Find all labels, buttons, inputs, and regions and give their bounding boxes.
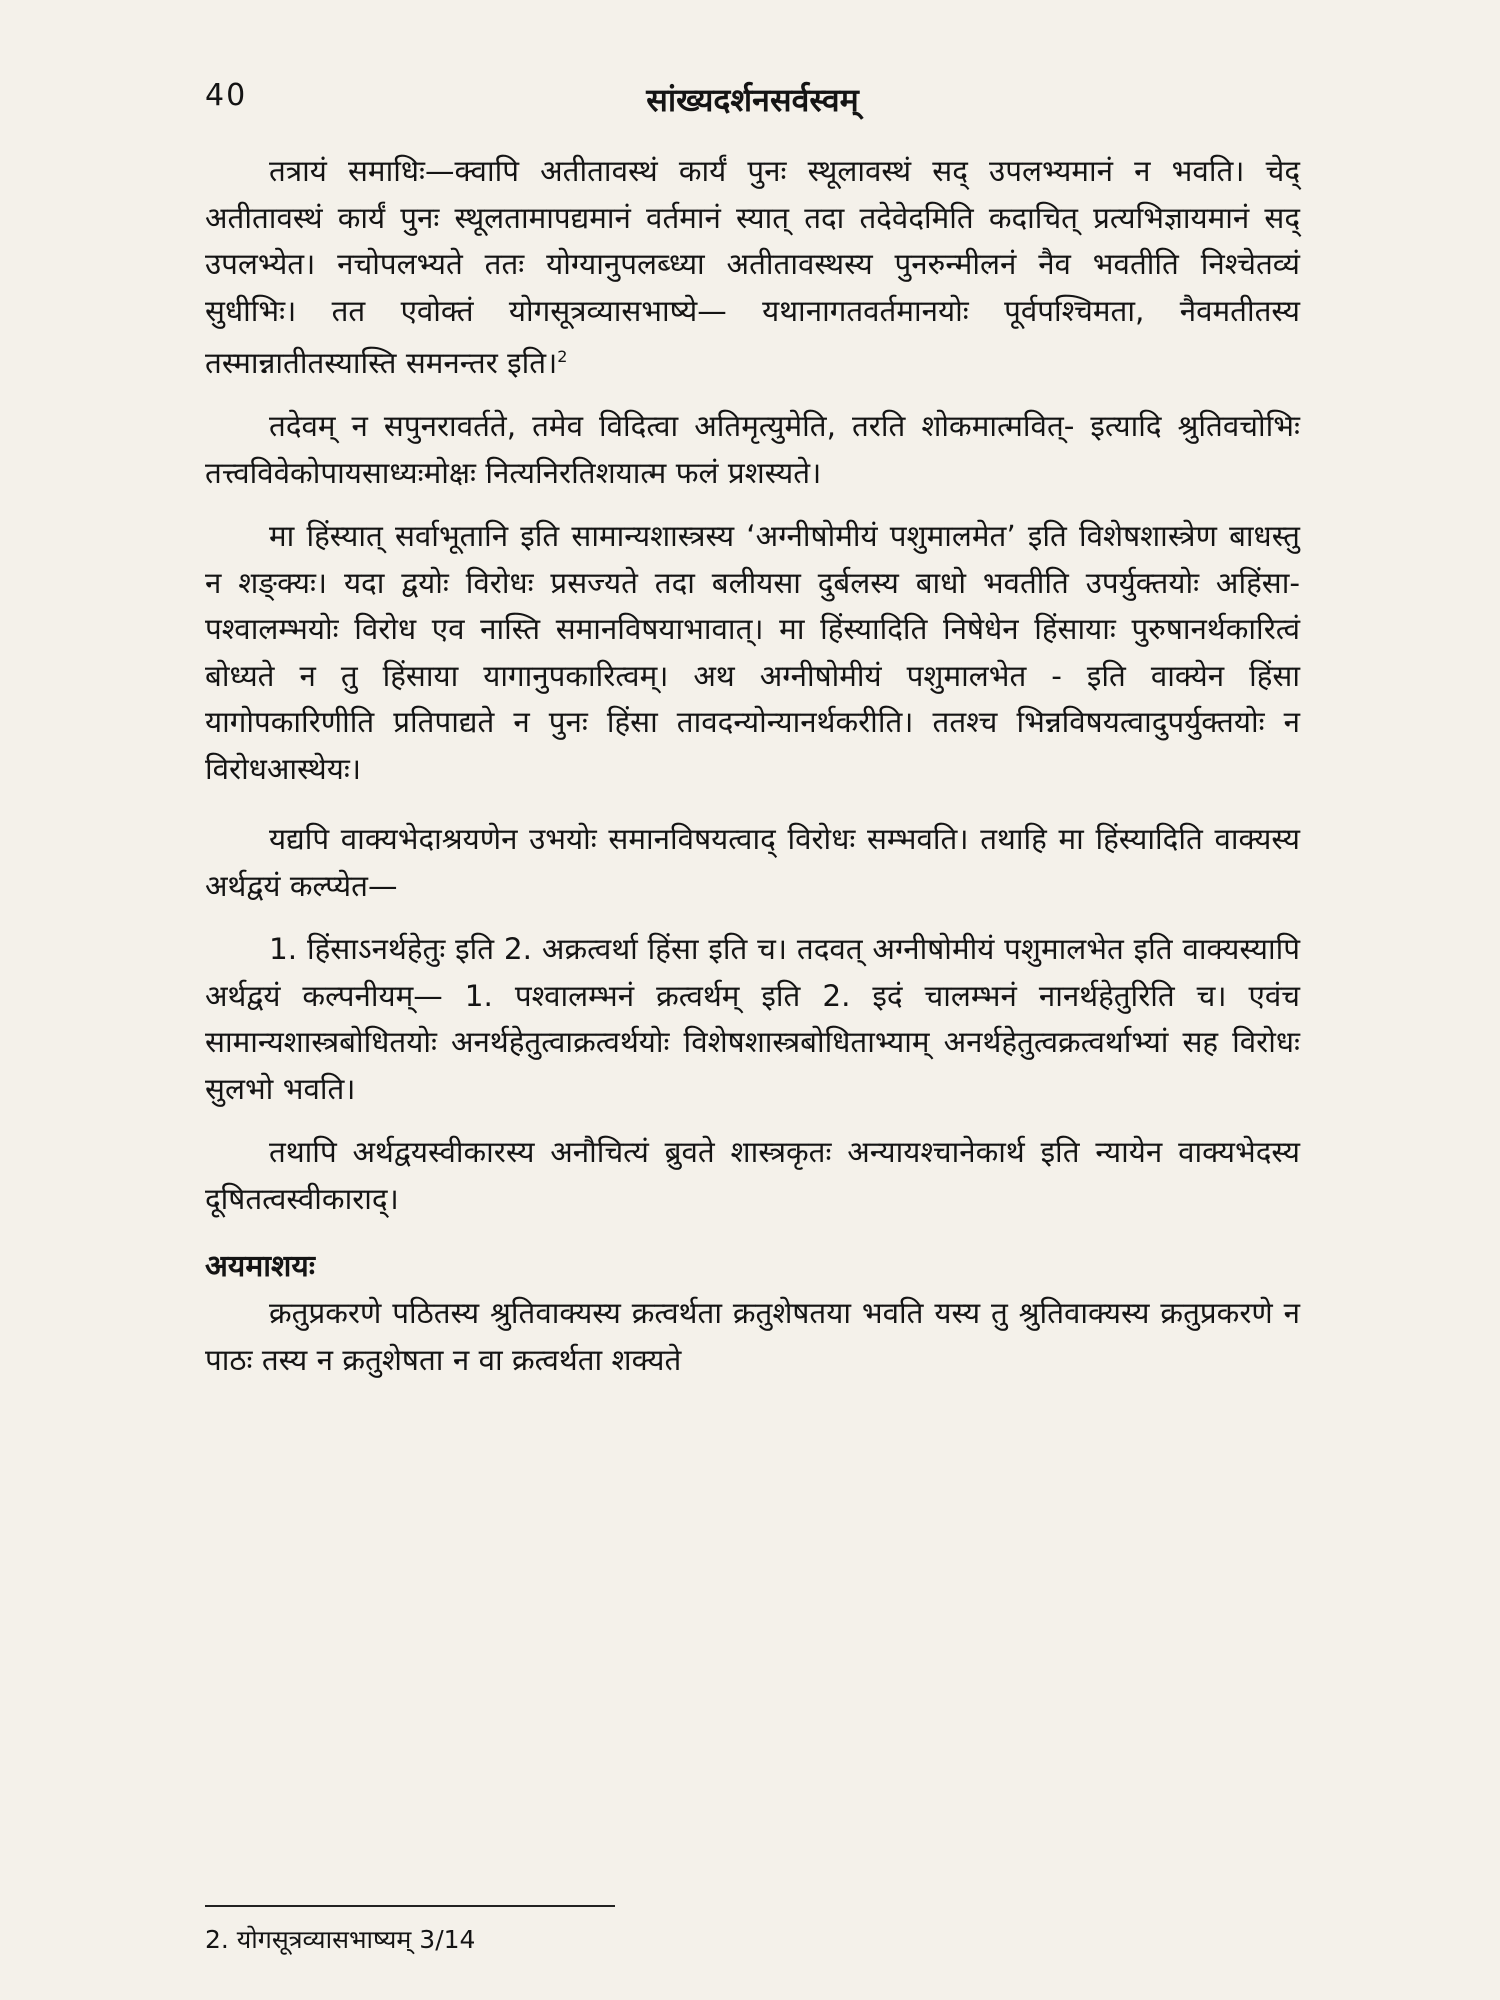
footnote-reference: 2 — [557, 347, 568, 366]
running-title: सांख्यदर्शनसर्वस्वम् — [646, 81, 859, 119]
paragraph-kratuprakarane: क्रतुप्रकरणे पठितस्य श्रुतिवाक्यस्य क्रत्वर्थता क्रतुशेषतया भवति यस्य तु श्रुतिवाक्यस्य क्रतुप्रकरणे न पाठः तस्य न क्रतुशेषता न वा क्रत्वर्थता शक्यते — [205, 1296, 1300, 1377]
page-header — [205, 78, 1300, 128]
footnote-divider — [205, 1905, 615, 1907]
footnote: 2. योगसूत्रव्यासभाष्यम् 3/14 — [205, 1925, 476, 1954]
paragraph-tathapi: तथापि अर्थद्वयस्वीकारस्य अनौचित्यं ब्रुवते शास्त्रकृतः अन्यायश्चानेकार्थ इति न्यायेन वाक्यभेदस्य दूषितत्वस्वीकाराद्। — [205, 1135, 1300, 1216]
paragraph-arthadvayam: 1. हिंसाऽनर्थहेतुः इति 2. अक्रत्वर्था हिंसा इति च। तदवत् अग्नीषोमीयं पशुमालभेत इति वाक्यस्यापि अर्थद्वयं कल्पनीयम्— 1. पश्वालम्भनं क्रत्वर्थम् इति 2. इदं चालम्भनं नानर्थहेतुरिति च। एवंच सामान्यशास्त्रबोधितयोः अनर्थहेतुत्वाक्रत्वर्थयोः विशेषशास्त्रबोधिताभ्याम् अनर्थहेतुत्वक्रत्वर्थाभ्यां सह विरोधः सुलभो भवति। — [205, 932, 1300, 1106]
paragraph-tadevam: तदेवम् न सपुनरावर्तते, तमेव विदित्वा अतिमृत्युमेति, तरति शोकमात्मवित्- इत्यादि श्रुतिवचोभिः तत्त्वविवेकोपायसाध्यःमोक्षः नित्यनिरतिशयात्म फलं प्रशस्यते। — [205, 409, 1300, 490]
body-text — [205, 148, 1300, 1383]
paragraph-text: तत्रायं समाधिः—क्वापि अतीतावस्थं कार्यं पुनः स्थूलावस्थं सद् उपलभ्यमानं न भवति। चेद् अतीतावस्थं कार्यं पुनः स्थूलतामापद्यमानं वर्तमानं स्यात् तदा तदेवेदमिति कदाचित् प्रत्यभिज्ञायमानं सद् उपलभ्येत। नचोपलभ्यते ततः योग्यानुपलब्ध्या अतीतावस्थस्य पुनरुन्मीलनं नैव भवतीति निश्चेतव्यं सुधीभिः। तत एवोक्तं योगसूत्रव्यासभाष्ये— यथानागतवर्तमानयोः पूर्वपश्चिमता, नैवमतीतस्य तस्मान्नातीतस्यास्ति समनन्तर इति। — [205, 154, 1300, 380]
paragraph-yadyapi: यद्यपि वाक्यभेदाश्रयणेन उभयोः समानविषयत्वाद् विरोधः सम्भवति। तथाहि मा हिंस्यादिति वाक्यस्य अर्थद्वयं कल्प्येत— — [205, 822, 1300, 903]
paragraph-ma-himsyat: मा हिंस्यात् सर्वाभूतानि इति सामान्यशास्त्रस्य ‘अग्नीषोमीयं पशुमालमेत’ इति विशेषशास्त्रेण बाधस्तु न शङ्क्यः। यदा द्वयोः विरोधः प्रसज्यते तदा बलीयसा दुर्बलस्य बाधो भवतीति उपर्युक्तयोः अहिंसा-पश्वालम्भयोः विरोध एव नास्ति समानविषयाभावात्। मा हिंस्यादिति निषेधेन हिंसायाः पुरुषानर्थकारित्वं बोध्यते न तु हिंसाया यागानुपकारित्वम्। अथ अग्नीषोमीयं पशुमालभेत - इति वाक्येन हिंसा यागोपकारिणीति प्रतिपाद्यते न पुनः हिंसा तावदन्योन्यानर्थकरीति। ततश्च भिन्नविषयत्वादुपर्युक्तयोः न विरोधआस्थेयः। — [205, 519, 1300, 786]
page-number: 40 — [205, 78, 248, 113]
paragraph-samadhi — [205, 148, 1300, 386]
section-heading: अयमाशयः — [205, 1249, 315, 1285]
